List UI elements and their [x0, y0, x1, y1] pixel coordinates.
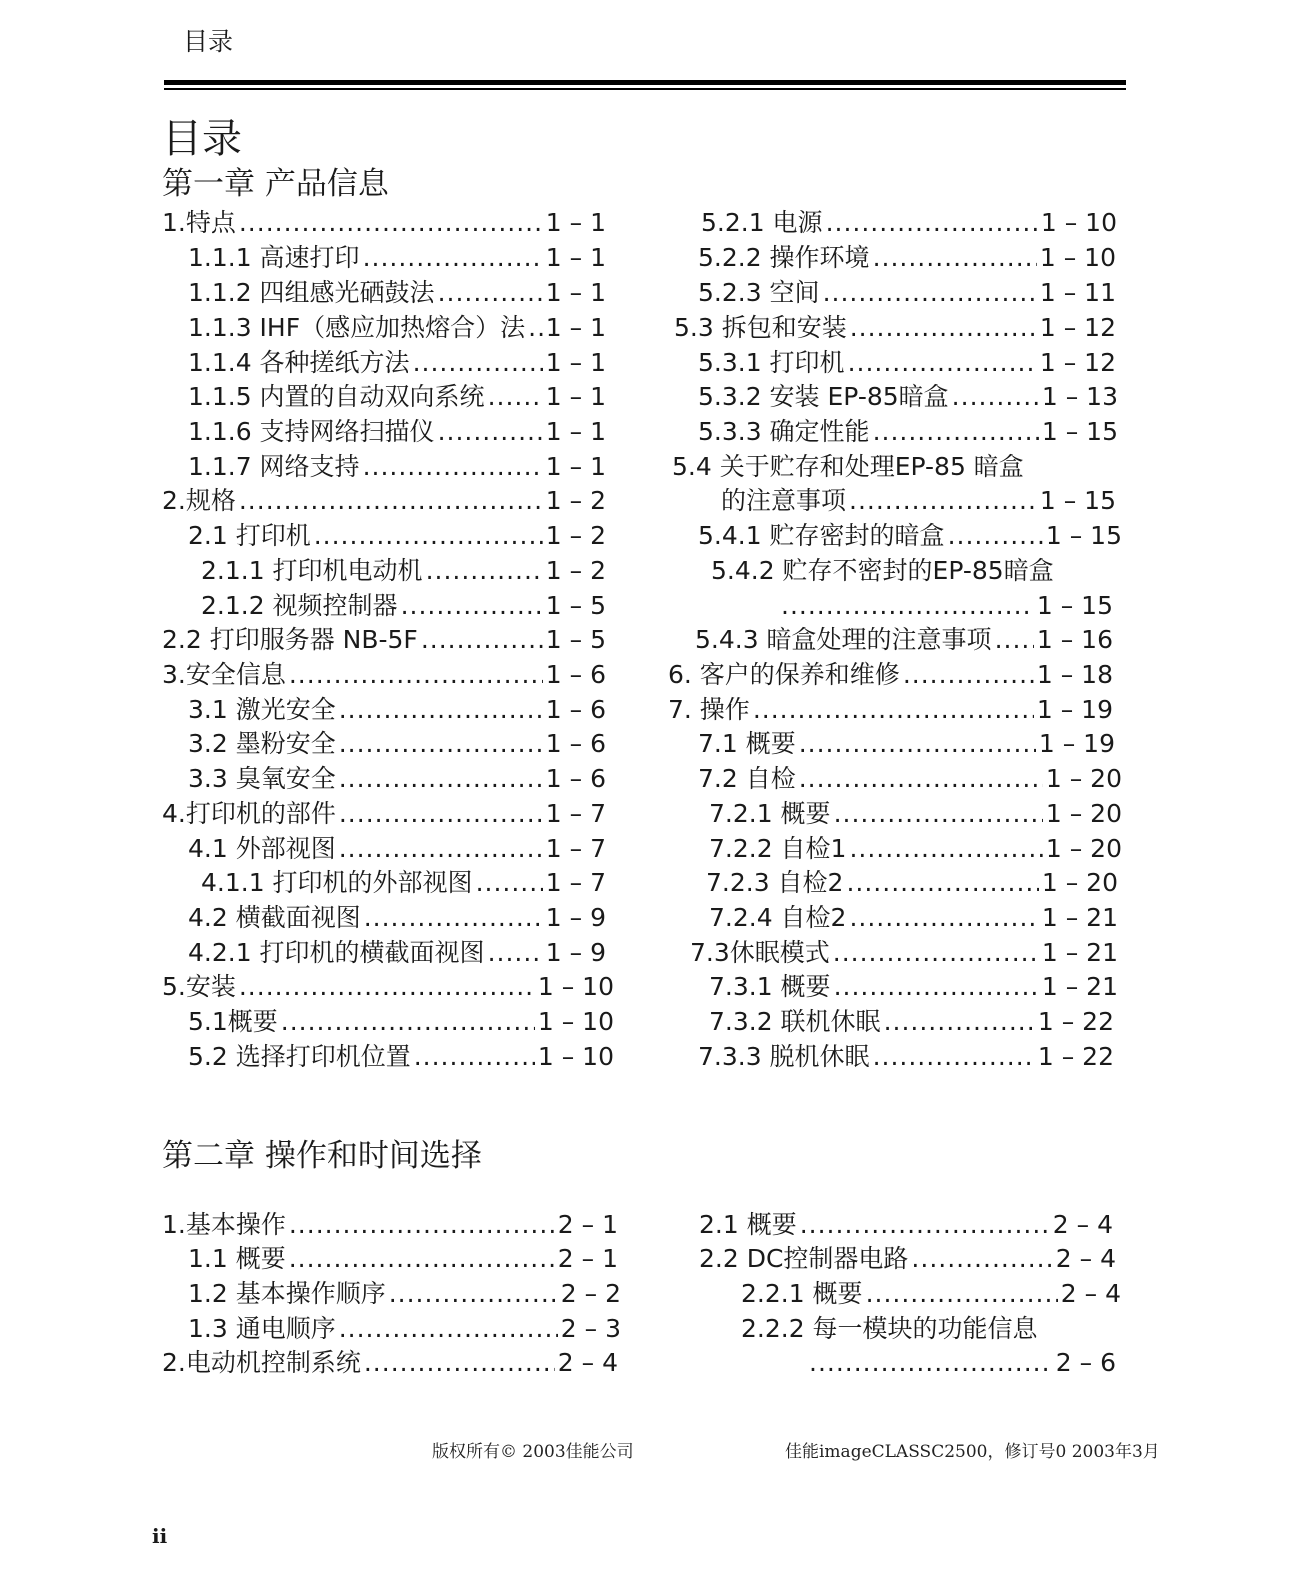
dot-leader — [239, 969, 535, 1004]
toc-entry-page: 1 – 15 — [1045, 521, 1122, 550]
toc-entry[interactable] — [162, 622, 606, 657]
dot-leader — [799, 726, 1036, 761]
dot-leader — [339, 831, 543, 866]
toc-entry[interactable] — [188, 414, 606, 449]
toc-entry-label: 5.安装 — [162, 972, 236, 1001]
toc-entry-label: 2.2.2 每一模块的功能信息 — [741, 1314, 1038, 1343]
toc-entry-page: 1 – 21 — [1041, 938, 1118, 967]
toc-entry-page: 1 – 15 — [1039, 486, 1116, 515]
toc-entry-label: 2.2 打印服务器 NB-5F — [162, 625, 418, 654]
dot-leader — [834, 969, 1039, 1004]
dot-leader — [426, 553, 543, 588]
dot-leader — [528, 310, 543, 345]
toc-entry-page: 2 – 1 — [557, 1210, 618, 1239]
toc-entry-label: 7.1 概要 — [698, 729, 796, 758]
chapter-heading-2: 第二章 操作和时间选择 — [162, 1138, 482, 1174]
toc-entry-page: 1 – 1 — [545, 417, 606, 446]
toc-entry[interactable] — [188, 1241, 618, 1276]
toc-entry[interactable] — [188, 1004, 614, 1039]
toc-entry-page: 1 – 2 — [545, 486, 606, 515]
toc-entry-page: 1 – 20 — [1041, 868, 1118, 897]
toc-entry[interactable] — [698, 275, 1116, 310]
toc-entry-page: 1 – 13 — [1041, 382, 1118, 411]
toc-entry-label: 3.2 墨粉安全 — [188, 729, 336, 758]
toc-entry[interactable] — [188, 900, 606, 935]
dot-leader — [389, 1276, 558, 1311]
toc-entry[interactable] — [698, 518, 1122, 553]
toc-entry-page: 1 – 7 — [545, 868, 606, 897]
dot-leader — [849, 900, 1038, 935]
toc-entry[interactable] — [699, 1207, 1113, 1242]
toc-entry-page: 2 – 6 — [1055, 1348, 1116, 1377]
toc-entry-label: 3.3 臭氧安全 — [188, 764, 336, 793]
toc-entry-label: 7.2.1 概要 — [709, 799, 831, 828]
dot-leader — [903, 657, 1034, 692]
toc-entry-label: 5.4.3 暗盒处理的注意事项 — [695, 625, 992, 654]
toc-entry-page: 1 – 21 — [1041, 903, 1118, 932]
dot-leader — [849, 831, 1042, 866]
dot-leader — [846, 865, 1038, 900]
toc-entry-page: 1 – 22 — [1037, 1042, 1114, 1071]
toc-entry[interactable] — [162, 657, 606, 692]
toc-entry-page: 1 – 15 — [1036, 591, 1113, 620]
toc-entry-label: 2.2.1 概要 — [741, 1279, 863, 1308]
toc-entry[interactable] — [806, 1345, 1116, 1380]
dot-leader — [413, 345, 543, 380]
dot-leader — [401, 588, 543, 623]
toc-entry[interactable] — [698, 761, 1122, 796]
toc-entry-page: 1 – 15 — [1041, 417, 1118, 446]
dot-leader — [995, 622, 1034, 657]
toc-entry-label: 6. 客户的保养和维修 — [668, 660, 900, 689]
toc-entry[interactable] — [668, 657, 1113, 692]
toc-entry-page: 1 – 5 — [545, 591, 606, 620]
running-header: 目录 — [183, 27, 234, 56]
toc-entry-page: 1 – 10 — [537, 1042, 614, 1071]
toc-entry[interactable] — [188, 726, 606, 761]
toc-entry-page: 2 – 4 — [1052, 1210, 1113, 1239]
dot-leader — [753, 692, 1034, 727]
toc-entry-page: 1 – 19 — [1036, 695, 1113, 724]
toc-entry[interactable] — [698, 726, 1115, 761]
dot-leader — [873, 414, 1039, 449]
toc-entry[interactable] — [690, 935, 1118, 970]
page-number: ii — [152, 1524, 168, 1548]
toc-entry-label: 4.1.1 打印机的外部视图 — [201, 868, 473, 897]
toc-entry[interactable] — [698, 345, 1116, 380]
toc-entry[interactable] — [188, 692, 606, 727]
toc-entry-page: 1 – 1 — [545, 382, 606, 411]
toc-entry-page: 1 – 6 — [545, 660, 606, 689]
toc-entry-label: 1.1.6 支持网络扫描仪 — [188, 417, 435, 446]
toc-entry-page: 1 – 1 — [545, 278, 606, 307]
toc-entry[interactable] — [721, 483, 1116, 518]
toc-entry-page: 2 – 4 — [557, 1348, 618, 1377]
dot-leader — [873, 240, 1037, 275]
toc-entry[interactable] — [188, 449, 606, 484]
toc-entry-page: 1 – 20 — [1045, 799, 1122, 828]
toc-entry[interactable] — [162, 796, 606, 831]
dot-leader — [364, 1345, 555, 1380]
toc-entry-label: 5.2.1 电源 — [701, 208, 823, 237]
toc-entry-page: 1 – 20 — [1045, 834, 1122, 863]
dot-leader — [414, 1039, 535, 1074]
toc-entry-page: 2 – 4 — [1055, 1244, 1116, 1273]
toc-entry-label: 2.1 概要 — [699, 1210, 797, 1239]
toc-entry[interactable] — [188, 345, 606, 380]
toc-entry-label: 2.规格 — [162, 486, 236, 515]
toc-entry-page: 1 – 7 — [545, 799, 606, 828]
toc-entry[interactable] — [709, 900, 1118, 935]
toc-entry-page: 1 – 10 — [537, 972, 614, 1001]
toc-entry-page: 1 – 1 — [545, 243, 606, 272]
toc-entry-label: 5.3 拆包和安装 — [674, 313, 847, 342]
toc-entry-label: 4.2 横截面视图 — [188, 903, 361, 932]
toc-entry-label: 的注意事项 — [721, 486, 847, 515]
toc-entry[interactable] — [698, 379, 1118, 414]
toc-entry-page: 1 – 22 — [1037, 1007, 1114, 1036]
dot-leader — [911, 1241, 1052, 1276]
toc-entry-page: 1 – 10 — [1040, 208, 1117, 237]
toc-entry-label: 5.3.3 确定性能 — [698, 417, 870, 446]
toc-entry[interactable] — [699, 1241, 1116, 1276]
dot-leader — [339, 761, 543, 796]
toc-entry[interactable] — [188, 1311, 621, 1346]
toc-entry-label: 5.2.2 操作环境 — [698, 243, 870, 272]
toc-entry[interactable] — [711, 553, 1111, 588]
toc-entry[interactable] — [188, 831, 606, 866]
dot-leader — [438, 414, 543, 449]
toc-entry[interactable] — [188, 935, 606, 970]
toc-entry[interactable] — [188, 1276, 621, 1311]
dot-leader — [850, 310, 1037, 345]
toc-entry[interactable] — [698, 414, 1118, 449]
dot-leader — [339, 692, 543, 727]
toc-entry-page: 2 – 4 — [1060, 1279, 1121, 1308]
toc-entry-label: 1.1.7 网络支持 — [188, 452, 360, 481]
toc-entry[interactable] — [188, 379, 606, 414]
toc-entry[interactable] — [778, 588, 1113, 623]
dot-leader — [849, 483, 1037, 518]
toc-entry-page: 1 – 12 — [1039, 348, 1116, 377]
toc-entry-page: 1 – 12 — [1039, 313, 1116, 342]
toc-entry-label: 1.2 基本操作顺序 — [188, 1279, 386, 1308]
toc-entry-page: 1 – 6 — [545, 764, 606, 793]
toc-entry-label: 7.2.3 自检2 — [706, 868, 844, 897]
toc-entry-label: 4.打印机的部件 — [162, 799, 336, 828]
toc-entry-page: 1 – 9 — [545, 903, 606, 932]
toc-entry-label: 3.1 激光安全 — [188, 695, 336, 724]
toc-entry-label: 2.电动机控制系统 — [162, 1348, 361, 1377]
dot-leader — [833, 935, 1039, 970]
toc-entry-page: 2 – 1 — [557, 1244, 618, 1273]
toc-entry-label: 5.4 关于贮存和处理EP-85 暗盒 — [672, 452, 1024, 481]
toc-entry-page: 1 – 10 — [1039, 243, 1116, 272]
toc-entry-page: 1 – 1 — [545, 348, 606, 377]
toc-entry-label: 7.3.2 联机休眠 — [709, 1007, 881, 1036]
dot-leader — [834, 796, 1043, 831]
toc-entry[interactable] — [741, 1276, 1121, 1311]
toc-entry[interactable] — [698, 240, 1116, 275]
toc-entry[interactable] — [709, 1004, 1114, 1039]
toc-entry-label: 1.1.5 内置的自动双向系统 — [188, 382, 485, 411]
toc-entry-page: 1 – 16 — [1036, 625, 1113, 654]
toc-entry-label: 5.3.2 安装 EP-85暗盒 — [698, 382, 949, 411]
dot-leader — [364, 900, 543, 935]
dot-leader — [948, 518, 1043, 553]
dot-leader — [339, 726, 543, 761]
dot-leader — [873, 1039, 1035, 1074]
toc-entry-page: 1 – 6 — [545, 729, 606, 758]
toc-entry-page: 1 – 1 — [545, 208, 606, 237]
toc-entry-label: 7. 操作 — [668, 695, 750, 724]
toc-entry[interactable] — [201, 588, 606, 623]
toc-entry-page: 1 – 2 — [545, 521, 606, 550]
toc-entry-page: 1 – 10 — [537, 1007, 614, 1036]
toc-entry-page: 1 – 21 — [1041, 972, 1118, 1001]
dot-leader — [363, 449, 543, 484]
toc-entry[interactable] — [188, 761, 606, 796]
dot-leader — [239, 205, 543, 240]
toc-entry-page: 1 – 5 — [545, 625, 606, 654]
footer-product-info: 佳能imageCLASSC2500，修订号0 2003年3月 — [785, 1442, 1160, 1462]
toc-entry-label: 1.1 概要 — [188, 1244, 286, 1273]
toc-entry[interactable] — [709, 831, 1122, 866]
dot-leader — [289, 1207, 555, 1242]
toc-entry[interactable] — [709, 969, 1118, 1004]
toc-entry-label: 5.2.3 空间 — [698, 278, 820, 307]
toc-entry-label: 2.1.1 打印机电动机 — [201, 556, 423, 585]
toc-entry[interactable] — [201, 553, 606, 588]
toc-entry[interactable] — [162, 1207, 618, 1242]
toc-entry[interactable] — [201, 865, 606, 900]
header-rule-thick — [164, 80, 1126, 85]
toc-entry-label: 1.3 通电顺序 — [188, 1314, 336, 1343]
toc-entry[interactable] — [674, 310, 1116, 345]
toc-entry[interactable] — [672, 449, 1116, 484]
toc-entry[interactable] — [188, 310, 606, 345]
toc-entry[interactable] — [162, 205, 606, 240]
toc-entry-page: 1 – 9 — [545, 938, 606, 967]
toc-entry-label: 1.1.3 IHF（感应加热熔合）法 — [188, 313, 526, 342]
toc-entry[interactable] — [706, 865, 1118, 900]
toc-entry-page: 1 – 2 — [545, 556, 606, 585]
dot-leader — [823, 275, 1037, 310]
toc-entry[interactable] — [668, 692, 1113, 727]
toc-entry-page: 2 – 3 — [560, 1314, 621, 1343]
toc-entry[interactable] — [188, 1039, 614, 1074]
toc-entry-label: 1.特点 — [162, 208, 236, 237]
dot-leader — [848, 345, 1037, 380]
dot-leader — [866, 1276, 1058, 1311]
dot-leader — [800, 1207, 1050, 1242]
toc-entry-label: 4.1 外部视图 — [188, 834, 336, 863]
dot-leader — [799, 761, 1043, 796]
footer-copyright: 版权所有© 2003佳能公司 — [432, 1442, 634, 1462]
toc-entry-page: 1 – 7 — [545, 834, 606, 863]
toc-title: 目录 — [162, 116, 242, 162]
toc-entry-label: 2.2 DC控制器电路 — [699, 1244, 909, 1273]
dot-leader — [488, 935, 543, 970]
toc-entry[interactable] — [188, 240, 606, 275]
toc-entry[interactable] — [162, 969, 614, 1004]
toc-entry-label: 2.1.2 视频控制器 — [201, 591, 398, 620]
toc-entry-label: 2.1 打印机 — [188, 521, 311, 550]
dot-leader — [952, 379, 1039, 414]
toc-entry-label: 7.2 自检 — [698, 764, 796, 793]
toc-entry-label: 7.2.4 自检2 — [709, 903, 847, 932]
toc-entry[interactable] — [701, 205, 1117, 240]
toc-entry-label: 1.1.1 高速打印 — [188, 243, 360, 272]
toc-entry-page: 1 – 1 — [545, 313, 606, 342]
dot-leader — [421, 622, 543, 657]
toc-entry-page: 1 – 11 — [1039, 278, 1116, 307]
toc-entry-label: 1.1.2 四组感光硒鼓法 — [188, 278, 435, 307]
toc-entry-page: 1 – 18 — [1036, 660, 1113, 689]
dot-leader — [809, 1345, 1053, 1380]
dot-leader — [826, 205, 1038, 240]
toc-entry[interactable] — [162, 1345, 618, 1380]
toc-entry-label: 5.2 选择打印机位置 — [188, 1042, 411, 1071]
toc-entry[interactable] — [162, 483, 606, 518]
dot-leader — [281, 1004, 535, 1039]
toc-entry-label: 3.安全信息 — [162, 660, 286, 689]
toc-entry-label: 7.3休眠模式 — [690, 938, 830, 967]
toc-entry-label: 1.1.4 各种搓纸方法 — [188, 348, 410, 377]
toc-entry-label: 4.2.1 打印机的横截面视图 — [188, 938, 485, 967]
toc-entry[interactable] — [741, 1311, 1116, 1346]
toc-entry-label: 5.1概要 — [188, 1007, 278, 1036]
dot-leader — [339, 796, 543, 831]
chapter-heading-1: 第一章 产品信息 — [162, 166, 389, 202]
dot-leader — [339, 1311, 558, 1346]
dot-leader — [289, 1241, 555, 1276]
dot-leader — [476, 865, 543, 900]
toc-entry[interactable] — [188, 275, 606, 310]
toc-entry[interactable] — [698, 1039, 1114, 1074]
dot-leader — [884, 1004, 1035, 1039]
toc-entry-label: 1.基本操作 — [162, 1210, 286, 1239]
toc-entry-page: 1 – 19 — [1038, 729, 1115, 758]
toc-entry[interactable] — [188, 518, 606, 553]
toc-entry-label: 7.3.3 脱机休眠 — [698, 1042, 870, 1071]
dot-leader — [314, 518, 543, 553]
dot-leader — [781, 588, 1034, 623]
toc-entry-page: 1 – 1 — [545, 452, 606, 481]
dot-leader — [363, 240, 543, 275]
toc-entry-label: 7.2.2 自检1 — [709, 834, 847, 863]
dot-leader — [488, 379, 543, 414]
toc-entry-label: 7.3.1 概要 — [709, 972, 831, 1001]
header-rule-thin — [164, 88, 1126, 90]
toc-entry-label: 5.4.1 贮存密封的暗盒 — [698, 521, 945, 550]
toc-entry[interactable] — [695, 622, 1113, 657]
toc-entry-page: 1 – 6 — [545, 695, 606, 724]
toc-entry[interactable] — [709, 796, 1122, 831]
toc-entry-page: 1 – 20 — [1045, 764, 1122, 793]
toc-entry-label: 5.4.2 贮存不密封的EP-85暗盒 — [711, 556, 1054, 585]
dot-leader — [239, 483, 543, 518]
toc-entry-label: 5.3.1 打印机 — [698, 348, 845, 377]
dot-leader — [289, 657, 543, 692]
toc-entry-page: 2 – 2 — [560, 1279, 621, 1308]
dot-leader — [438, 275, 543, 310]
